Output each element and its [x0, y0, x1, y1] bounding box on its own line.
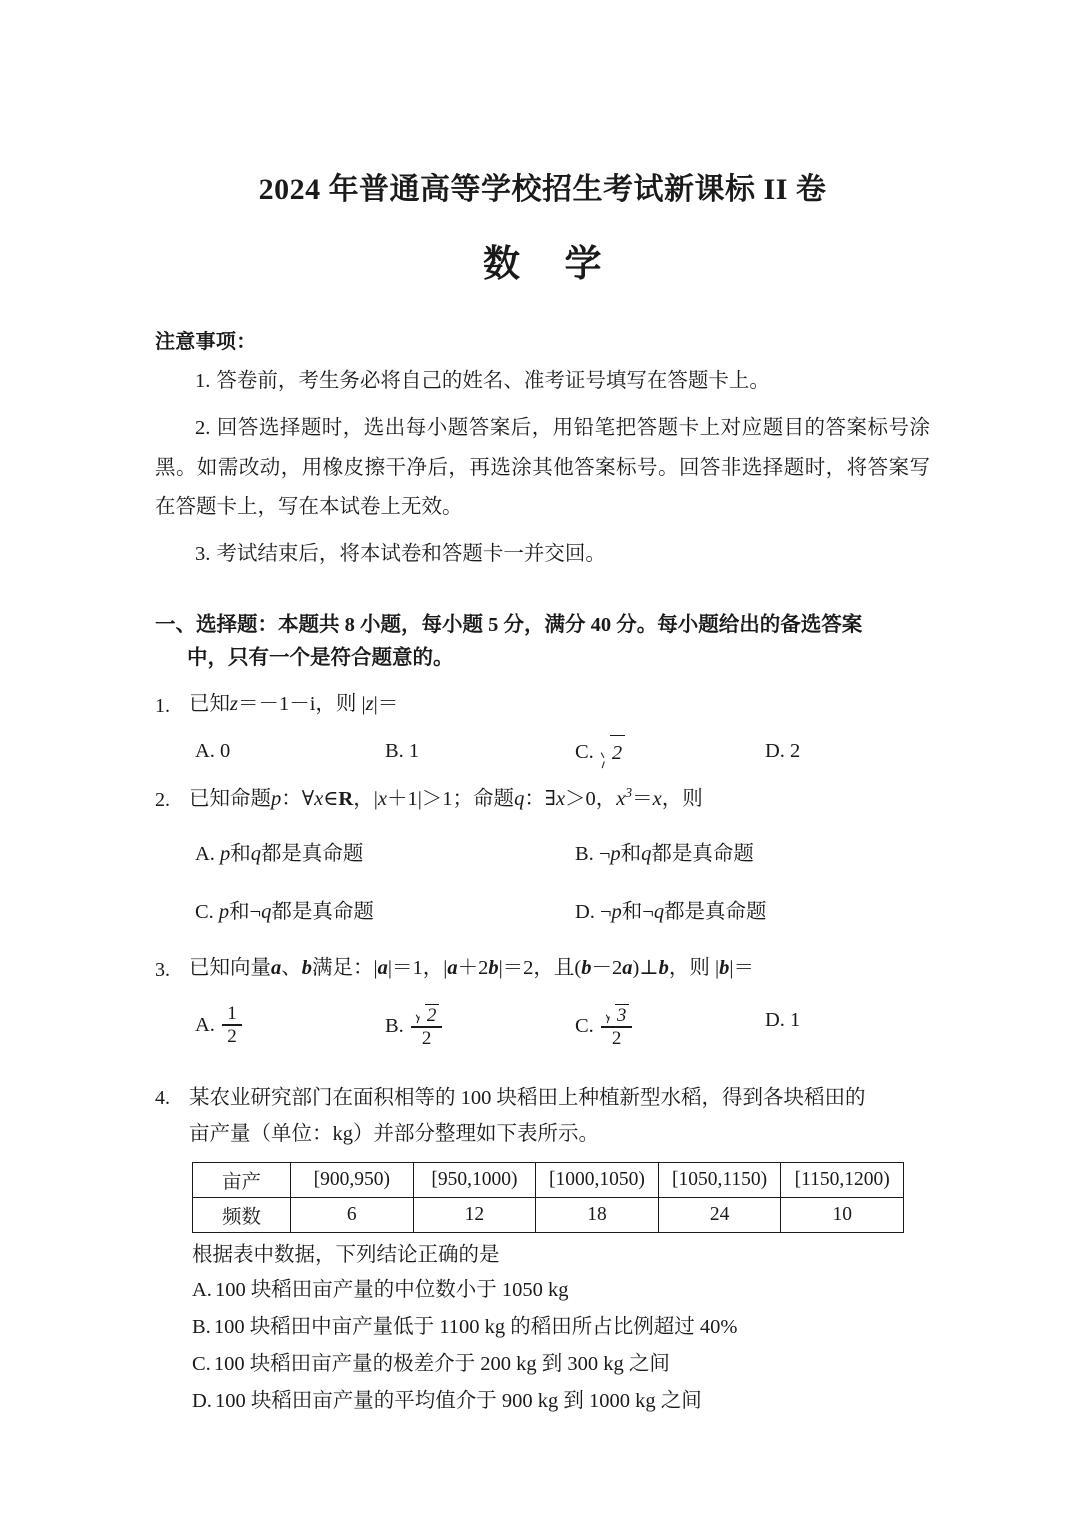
question-1-body — [189, 688, 930, 769]
option-3-b[interactable] — [385, 1004, 444, 1049]
page-title: 2024 年普通高等学校招生考试新课标 II 卷 — [258, 173, 827, 206]
subject-title — [155, 233, 930, 287]
option-2-b[interactable] — [575, 838, 754, 871]
table-row-header-frequency: 频数 — [193, 1197, 291, 1232]
option-1-b-value: 1 — [408, 740, 420, 763]
option-3-d-label: D. — [765, 1008, 785, 1031]
q2-exponent: 3 — [625, 785, 633, 801]
q3-t1: 已知向量 — [189, 957, 271, 980]
option-1-b[interactable] — [385, 735, 419, 768]
option-3-d[interactable] — [765, 1004, 800, 1037]
note-text: 回答选择题时，选出每小题答案后，用铅笔把答题卡上对应题目的答案标号涂黑。如需改动，用橡皮擦干净后，再选涂其他答案标号。回答非选择题时，将答案写在答题卡上，写在本试卷上无效。 — [155, 417, 930, 519]
option-2-d-v1: p — [611, 901, 622, 924]
option-1-a-label: A. — [195, 740, 215, 763]
q3-vec-b2: b — [488, 957, 499, 980]
note-item — [155, 409, 930, 527]
sqrt-icon: 2 — [599, 735, 625, 770]
option-3-b-label: B. — [385, 1014, 404, 1037]
option-3-a-numerator: 1 — [227, 1002, 237, 1024]
option-3-c-denominator: 2 — [611, 1027, 622, 1049]
option-2-a-v2: q — [250, 843, 261, 866]
option-3-b-numerator — [411, 1004, 443, 1027]
q2-set-R: R — [338, 788, 354, 811]
option-4-c-text: 100 块稻田亩产量的极差介于 200 kg 到 300 kg 之间 — [213, 1352, 670, 1375]
q2-t3: ∈ — [323, 788, 339, 811]
option-1-c-label: C. — [575, 741, 594, 764]
question-2-options-row-1 — [189, 838, 930, 874]
q3-vec-b5: b — [719, 957, 730, 980]
option-4-b-text: 100 块稻田中亩产量低于 1100 kg 的稻田所占比例超过 40% — [213, 1316, 738, 1339]
option-2-c-v1: p — [218, 901, 230, 924]
option-4-a-text: 100 块稻田亩产量的中位数小于 1050 kg — [214, 1279, 569, 1302]
fraction-one-half — [222, 1004, 242, 1047]
subject-char-second: 学 — [564, 244, 602, 285]
q3-t9: ，则 | — [668, 957, 720, 980]
option-2-d-pre: ¬ — [599, 901, 612, 924]
option-3-a-denominator: 2 — [227, 1025, 237, 1047]
question-4 — [155, 1080, 930, 1418]
q2-t2: ：∀ — [281, 788, 315, 811]
option-3-b-denominator: 2 — [421, 1027, 432, 1049]
q2-t4: ，| — [353, 788, 378, 811]
section-heading-line-2: 中，只有一个是符合题意的。 — [187, 647, 454, 669]
note-item — [155, 535, 930, 574]
notes-heading: 注意事项： — [155, 331, 257, 353]
option-4-a-label: A. — [192, 1279, 212, 1302]
q3-t4: |＝1，| — [387, 957, 448, 980]
option-4-c-label: C. — [192, 1352, 211, 1375]
table-cell-frequency: 12 — [413, 1197, 536, 1232]
q2-t7: ＞0， — [565, 788, 617, 811]
section-heading-choice — [155, 609, 930, 675]
table-cell-interval: [900,950) — [291, 1162, 414, 1197]
option-2-c-post: 都是真命题 — [271, 901, 374, 924]
option-2-b-mid: 和 — [620, 843, 642, 866]
question-1 — [155, 688, 930, 769]
question-1-options — [189, 735, 930, 769]
option-2-c-mid: 和¬ — [229, 901, 262, 924]
q3-vec-b3: b — [581, 957, 592, 980]
q3-vec-b4: b — [658, 957, 669, 980]
option-2-a-label: A. — [195, 843, 215, 866]
q3-t5: ＋2 — [457, 957, 489, 980]
option-3-d-value: 1 — [789, 1008, 801, 1031]
question-4-stem-line-1: 某农业研究部门在面积相等的 100 块稻田上种植新型水稻，得到各块稻田的 — [189, 1086, 866, 1109]
option-1-d-label: D. — [765, 740, 785, 763]
question-4-stem-line-2: 亩产量（单位：kg）并部分整理如下表所示。 — [189, 1123, 599, 1146]
option-1-d-value: 2 — [789, 740, 801, 763]
table-row-header-yield: 亩产 — [193, 1162, 291, 1197]
question-2-body — [189, 782, 930, 932]
option-2-a-post: 都是真命题 — [260, 843, 364, 866]
note-number: 2. — [195, 417, 211, 440]
question-4-number: 4. — [155, 1086, 170, 1109]
option-4-b[interactable] — [192, 1312, 930, 1344]
sqrt-icon — [604, 1004, 630, 1026]
q3-vec-a3: a — [447, 957, 458, 980]
question-3-options — [189, 1002, 930, 1060]
q2-var-q: q — [514, 788, 525, 811]
q2-var-x5: x — [652, 788, 662, 811]
option-2-a-v1: p — [219, 843, 231, 866]
table-cell-interval: [1000,1050) — [536, 1162, 659, 1197]
question-4-prompt: 根据表中数据，下列结论正确的是 — [192, 1243, 500, 1266]
option-4-b-label: B. — [192, 1316, 211, 1339]
option-2-d-label: D. — [575, 901, 595, 924]
option-2-d-v2: q — [653, 901, 665, 924]
q3-vec-a4: a — [622, 957, 633, 980]
q2-t6: ：∃ — [524, 788, 556, 811]
q1-stem-eq2: |＝ — [373, 693, 399, 716]
question-3-stem — [189, 952, 930, 985]
option-2-c-label: C. — [195, 901, 214, 924]
option-1-b-label: B. — [385, 740, 404, 763]
q3-t3: 满足：| — [312, 957, 378, 980]
option-3-c[interactable] — [575, 1004, 634, 1049]
q3-t7: －2 — [591, 957, 623, 980]
option-2-a[interactable] — [195, 838, 363, 871]
option-3-b-radicand: 2 — [425, 1004, 440, 1026]
table-cell-interval: [1050,1150) — [658, 1162, 781, 1197]
option-2-d-mid: 和¬ — [621, 901, 654, 924]
question-3-body — [189, 952, 930, 1059]
subject-char-first: 数 — [483, 244, 521, 285]
question-2-number: 2. — [155, 789, 170, 812]
table-cell-interval: [1150,1200) — [781, 1162, 904, 1197]
question-2-stem — [189, 782, 930, 816]
question-4-row — [155, 1080, 930, 1153]
q2-var-p: p — [271, 788, 282, 811]
note-number: 1. — [195, 370, 211, 392]
option-2-c-v2: q — [261, 901, 272, 924]
q2-t1: 已知命题 — [189, 788, 271, 811]
q3-t6: |＝2，且( — [498, 957, 582, 980]
option-1-a[interactable] — [195, 735, 230, 768]
q3-t8: )⊥ — [632, 957, 659, 980]
q3-vec-a1: a — [271, 957, 282, 980]
option-2-d-post: 都是真命题 — [664, 901, 767, 924]
table-cell-interval: [950,1000) — [413, 1162, 536, 1197]
q3-vec-a2: a — [377, 957, 388, 980]
option-4-c[interactable] — [192, 1349, 930, 1381]
option-2-b-v2: q — [641, 843, 652, 866]
question-2-options-row-2 — [189, 896, 930, 932]
q2-var-x1: x — [314, 788, 324, 811]
option-3-a-label: A. — [195, 1013, 215, 1036]
option-3-a[interactable] — [195, 1004, 244, 1047]
question-3-row — [155, 952, 930, 1059]
q2-t8: ＝ — [632, 788, 653, 811]
sqrt-icon — [414, 1004, 440, 1026]
note-text: 答卷前，考生务必将自己的姓名、准考证号填写在答题卡上。 — [216, 370, 770, 392]
q3-vec-b1: b — [301, 957, 312, 980]
q1-var-z: z — [230, 693, 238, 716]
question-2-row — [155, 782, 930, 932]
option-4-d[interactable] — [192, 1386, 930, 1418]
option-2-b-v1: p — [610, 843, 621, 866]
option-2-b-pre: ¬ — [598, 843, 611, 866]
option-3-c-label: C. — [575, 1014, 594, 1037]
question-1-row — [155, 688, 930, 769]
q2-t5: ＋1|＞1；命题 — [386, 788, 515, 811]
table-cell-frequency: 18 — [536, 1197, 659, 1232]
table-row — [193, 1162, 904, 1197]
question-3-number: 3. — [155, 959, 170, 982]
question-3 — [155, 952, 930, 1059]
question-4-body — [189, 1080, 930, 1153]
q3-t2: 、 — [281, 957, 302, 980]
option-2-c[interactable] — [195, 896, 374, 929]
fraction-sqrt3-over-2 — [601, 1004, 633, 1049]
option-2-d[interactable] — [575, 896, 767, 929]
q3-t10: |＝ — [729, 957, 754, 980]
table-cell-frequency: 10 — [781, 1197, 904, 1232]
option-1-c[interactable] — [575, 735, 625, 770]
q2-t9: ，则 — [661, 788, 703, 811]
section-heading-line-1: 一、选择题：本题共 8 小题，每小题 5 分，满分 40 分。每小题给出的备选答案 — [155, 613, 863, 636]
option-3-c-radicand: 3 — [615, 1004, 630, 1026]
q2-var-x2: x — [377, 788, 387, 811]
option-1-d[interactable] — [765, 735, 800, 768]
table-cell-frequency: 24 — [658, 1197, 781, 1232]
option-2-b-label: B. — [575, 843, 594, 866]
q1-stem-eq1: ＝－1－i，则 | — [237, 693, 366, 716]
page-content — [155, 0, 930, 1417]
question-1-number: 1. — [155, 695, 170, 718]
note-text: 考试结束后，将本试卷和答题卡一并交回。 — [216, 543, 606, 566]
option-1-a-value: 0 — [219, 740, 231, 763]
option-4-a[interactable] — [192, 1275, 930, 1307]
note-number: 3. — [195, 543, 211, 566]
q1-stem-prefix: 已知 — [189, 693, 230, 716]
table-row — [193, 1197, 904, 1232]
option-3-c-numerator — [601, 1004, 633, 1027]
note-item — [155, 362, 930, 401]
option-4-d-label: D. — [192, 1389, 212, 1412]
question-1-stem — [189, 688, 930, 721]
table-cell-frequency: 6 — [291, 1197, 414, 1232]
q2-var-x3: x — [555, 788, 566, 811]
q1-var-z2: z — [365, 693, 374, 716]
question-2 — [155, 782, 930, 932]
option-4-d-text: 100 块稻田亩产量的平均值介于 900 kg 到 1000 kg 之间 — [214, 1389, 702, 1412]
yield-frequency-table — [192, 1162, 904, 1233]
q2-var-x4: x — [616, 788, 626, 811]
option-2-a-mid: 和 — [230, 843, 251, 866]
fraction-sqrt2-over-2 — [411, 1004, 443, 1049]
option-2-b-post: 都是真命题 — [651, 843, 754, 866]
